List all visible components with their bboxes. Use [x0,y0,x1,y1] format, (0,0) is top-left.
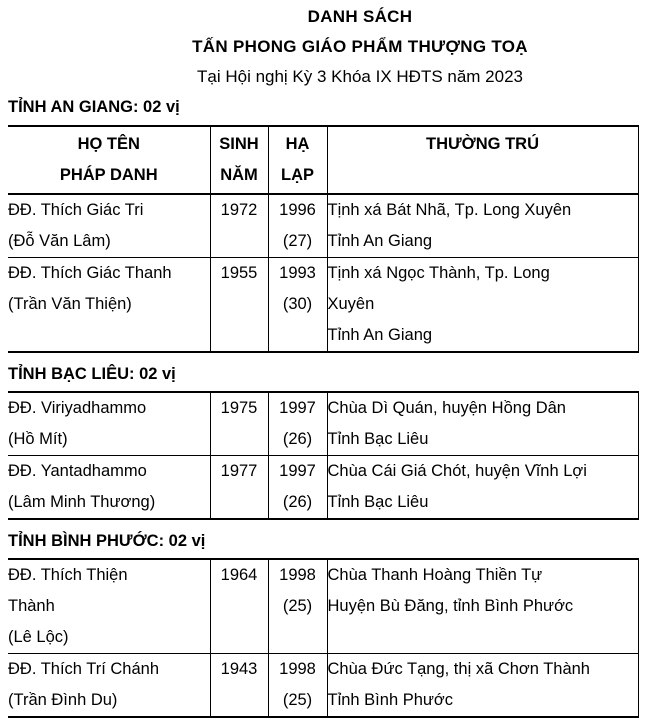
roster-table-an-giang [8,125,639,353]
header-line: HỌ TÊN [77,135,140,153]
text-line: ĐĐ. Thích Giác Tri [8,201,144,219]
name-cell [8,456,210,520]
text-line: 1975 [220,399,258,417]
text-line: 1998 [279,660,316,678]
text-line: Tịnh xá Ngọc Thành, Tp. Long [327,264,550,282]
text-line: (Trần Đình Du) [8,691,118,709]
header-line: NĂM [220,166,258,184]
text-line: (27) [282,232,313,250]
text-line: 1993 [279,264,316,282]
text-line: (26) [282,430,313,448]
roster-table-binh-phuoc [8,558,639,718]
text-line: 1964 [220,566,258,584]
roster-table-bac-lieu [8,391,639,520]
text-line: ĐĐ. Thích Thiện [8,566,128,584]
table-row [8,194,638,258]
text-line: Huyện Bù Đăng, tỉnh Bình Phước [327,597,574,615]
text-line: (25) [282,691,313,709]
ordination-cell [268,392,327,456]
page-subtitle: TẤN PHONG GIÁO PHẨM THƯỢNG TOẠ [192,37,528,56]
text-line: (Hồ Mít) [8,430,68,448]
column-header-name [8,126,210,194]
header-line: SINH [219,135,259,153]
text-line: 1977 [220,462,258,480]
birth-year-cell [210,559,268,654]
text-line: Thành [8,597,55,615]
text-line: Tỉnh An Giang [327,326,433,344]
residence-cell [327,194,638,258]
name-cell [8,392,210,456]
text-line: (30) [282,295,313,313]
text-line: (Lâm Minh Thương) [8,493,156,511]
column-header-birth-year [210,126,268,194]
meeting-info: Tại Hội nghị Kỳ 3 Khóa IX HĐTS năm 2023 [197,67,523,86]
ordination-cell [268,456,327,520]
text-line: (25) [282,597,313,615]
name-cell [8,654,210,718]
column-header-residence [327,126,638,194]
section-heading-bac-lieu: TỈNH BẠC LIÊU: 02 vị [8,365,176,383]
ordination-cell [268,559,327,654]
text-line: ĐĐ. Yantadhammo [8,462,147,480]
text-line: Xuyên [327,295,375,313]
table-row [8,456,638,520]
table-row [8,392,638,456]
text-line: Tịnh xá Bát Nhã, Tp. Long Xuyên [327,201,572,219]
text-line: Tỉnh Bạc Liêu [327,430,429,448]
text-line: (Lê Lộc) [8,628,69,646]
name-cell [8,559,210,654]
residence-cell [327,258,638,353]
text-line: 1997 [279,399,316,417]
text-line: 1996 [279,201,316,219]
text-line: (Trần Văn Thiện) [8,295,132,313]
name-cell [8,258,210,353]
table-header-row [8,126,638,194]
table-row [8,654,638,718]
header-line: LẠP [281,166,314,184]
text-line: 1997 [279,462,316,480]
text-line: Tỉnh Bạc Liêu [327,493,429,511]
text-line: (Đỗ Văn Lâm) [8,232,111,250]
birth-year-cell [210,258,268,353]
title-block [75,2,645,92]
text-line: 1998 [279,566,316,584]
residence-cell [327,654,638,718]
text-line: ĐĐ. Thích Giác Thanh [8,264,172,282]
text-line: 1943 [220,660,258,678]
page-title: DANH SÁCH [307,7,413,26]
birth-year-cell [210,392,268,456]
text-line: Chùa Đức Tạng, thị xã Chơn Thành [327,660,590,678]
ordination-cell [268,654,327,718]
column-header-ordination [268,126,327,194]
section-heading-binh-phuoc: TỈNH BÌNH PHƯỚC: 02 vị [8,532,206,550]
text-line: (26) [282,493,313,511]
text-line: 1955 [220,264,258,282]
table-row [8,258,638,353]
text-line: ĐĐ. Thích Trí Chánh [8,660,160,678]
header-line: THƯỜNG TRÚ [425,135,539,153]
residence-cell [327,392,638,456]
text-line: Chùa Dì Quán, huyện Hồng Dân [327,399,566,417]
header-line: HẠ [285,135,310,153]
header-line: PHÁP DANH [59,166,158,184]
ordination-cell [268,194,327,258]
birth-year-cell [210,654,268,718]
text-line: Tỉnh An Giang [327,232,433,250]
text-line: 1972 [220,201,258,219]
birth-year-cell [210,456,268,520]
table-row [8,559,638,654]
text-line: Tỉnh Bình Phước [327,691,454,709]
section-heading-an-giang: TỈNH AN GIANG: 02 vị [8,98,180,116]
ordination-cell [268,258,327,353]
name-cell [8,194,210,258]
text-line: Chùa Thanh Hoàng Thiền Tự [327,566,543,584]
residence-cell [327,559,638,654]
text-line: ĐĐ. Viriyadhammo [8,399,147,417]
birth-year-cell [210,194,268,258]
residence-cell [327,456,638,520]
text-line: Chùa Cái Giá Chót, huyện Vĩnh Lợi [327,462,587,480]
